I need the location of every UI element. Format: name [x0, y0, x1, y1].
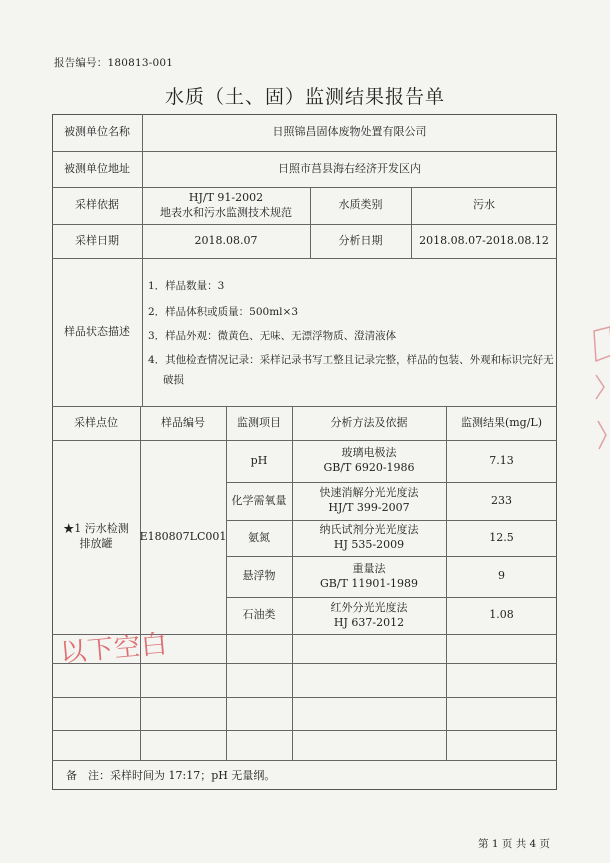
sample-state-item: 2．样品体积或质量：500ml×3 [148, 306, 299, 318]
method-ammonia-nitrogen [292, 520, 446, 556]
method-suspended-solids [292, 556, 446, 597]
result-petroleum: 1.08 [489, 608, 514, 622]
page-number: 第 1 页 共 4 页 [478, 838, 551, 850]
item-ammonia-nitrogen: 氨氮 [248, 530, 270, 544]
unit-name-label: 被测单位名称 [64, 125, 130, 139]
header-monitoring-item: 监测项目 [237, 415, 281, 429]
header-analysis-method: 分析方法及依据 [330, 415, 408, 429]
sampling-basis-label: 采样依据 [75, 198, 119, 212]
row-divider [52, 730, 557, 731]
method-name: 红外分光光度法 [330, 600, 408, 614]
header-sampling-point: 采样点位 [74, 415, 118, 429]
water-category-label: 水质类别 [338, 198, 383, 212]
sampling-point: ★1 污水检测排放罐 [63, 522, 129, 550]
method-standard: GB/T 6920-1986 [323, 461, 415, 474]
sample-state-item: 4．其他检查情况记录：采样记录书写工整且记录完整，样品的包装、外观和标识完好无 [148, 354, 554, 366]
unit-address-label: 被测单位地址 [64, 161, 130, 175]
sample-id: E180807LC001 [139, 529, 227, 543]
item-suspended-solids: 悬浮物 [242, 569, 276, 583]
report-number: 报告编号：180813-001 [54, 57, 174, 69]
water-category-value: 污水 [473, 198, 495, 212]
sampling-basis-value [142, 187, 310, 224]
method-name: 纳氏试剂分光光度法 [319, 523, 419, 537]
page-title: 水质（土、固）监测结果报告单 [164, 86, 445, 108]
unit-address-value: 日照市莒县海右经济开发区内 [278, 161, 421, 175]
result-ph: 7.13 [489, 453, 514, 467]
sample-state-item: 1．样品数量：3 [148, 280, 225, 292]
sample-state-label: 样品状态描述 [64, 324, 130, 338]
item-petroleum: 石油类 [242, 608, 276, 622]
unit-name-value: 日照锦昌固体废物处置有限公司 [272, 125, 427, 139]
analysis-date-label: 分析日期 [338, 233, 383, 247]
item-cod: 化学需氧量 [231, 493, 287, 507]
sampling-basis-code: HJ/T 91-2002 [188, 190, 264, 204]
method-name: 玻璃电极法 [341, 446, 397, 460]
sample-state-item: 3．样品外观：微黄色、无味、无漂浮物质、澄清液体 [148, 330, 397, 342]
method-name: 快速消解分光光度法 [319, 486, 419, 500]
sampling-date-value: 2018.08.07 [194, 233, 258, 247]
result-ammonia-nitrogen: 12.5 [489, 530, 514, 544]
row-divider [52, 697, 557, 698]
header-sample-id: 样品编号 [161, 415, 205, 429]
blank-below-stamp: 以下空白 [59, 629, 170, 669]
method-standard: HJ 535-2009 [333, 538, 405, 551]
sampling-date-label: 采样日期 [75, 233, 119, 247]
header-result: 监测结果(mg/L) [460, 415, 543, 429]
analysis-date-value: 2018.08.07-2018.08.12 [419, 233, 549, 247]
sample-state-item: 破损 [163, 374, 184, 386]
partial-seal-mark [590, 325, 610, 455]
sampling-basis-name: 地表水和污水监测技术规范 [160, 205, 292, 219]
method-standard: HJ/T 399-2007 [328, 501, 410, 514]
row-divider [52, 760, 557, 761]
method-standard: HJ 637-2012 [333, 615, 405, 629]
result-suspended-solids: 9 [498, 569, 505, 583]
result-cod: 233 [491, 493, 512, 507]
remarks: 备 注：采样时间为 17:17；pH 无量纲。 [66, 769, 276, 782]
method-ph [292, 440, 446, 482]
item-ph: pH [250, 453, 268, 467]
method-petroleum [292, 597, 446, 634]
method-cod [292, 482, 446, 520]
method-name: 重量法 [352, 561, 386, 575]
method-standard: GB/T 11901-1989 [319, 576, 419, 590]
